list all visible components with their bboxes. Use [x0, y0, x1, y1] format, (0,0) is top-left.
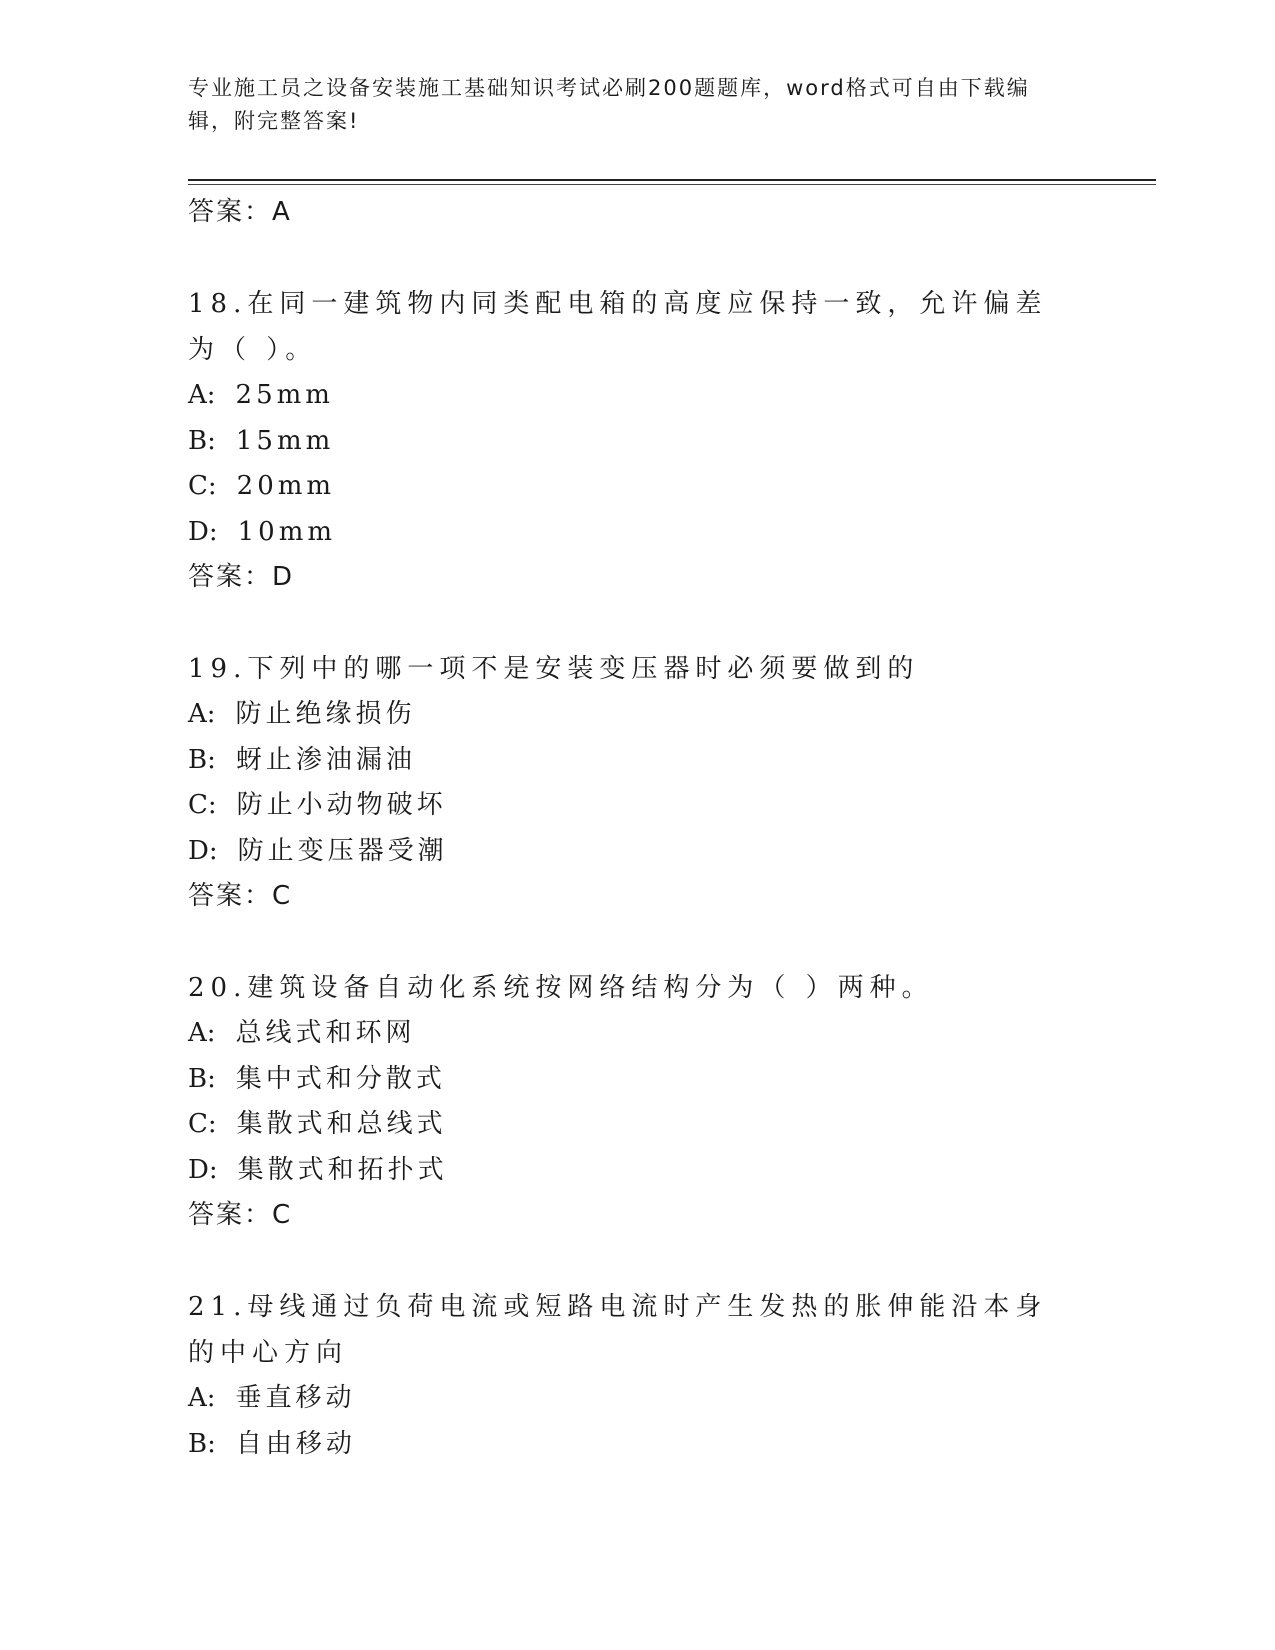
option-row: [188, 1011, 1156, 1057]
option-letter: D:: [188, 516, 218, 547]
option-letter: B:: [188, 425, 216, 456]
option-text: 15mm: [235, 425, 335, 456]
document-content: [188, 190, 1156, 1467]
answer-line: [188, 874, 1156, 918]
spacer: [188, 599, 1156, 646]
option-row: [188, 1102, 1156, 1148]
option-text: 防止小动物破坏: [236, 790, 447, 820]
option-row: [188, 829, 1156, 875]
answer-line: [188, 1193, 1156, 1237]
option-letter: C:: [188, 471, 217, 501]
document-page: [188, 0, 1158, 1650]
option-row: [188, 738, 1156, 784]
answer-value: A: [272, 197, 291, 227]
option-row: [188, 692, 1156, 738]
option-row: [188, 373, 1156, 419]
option-letter: A:: [188, 380, 216, 410]
question-text: 18.在同一建筑物内同类配电箱的高度应保持一致，允许偏差为（ ）。: [188, 289, 1048, 365]
answer-value: D: [272, 562, 294, 592]
answer-label: 答案：: [188, 1200, 273, 1230]
spacer: [188, 234, 1156, 281]
option-letter: C:: [188, 790, 217, 820]
option-text: 25mm: [235, 380, 334, 410]
option-letter: B:: [188, 744, 216, 775]
question-text: 20.建筑设备自动化系统按网络结构分为（ ）两种。: [188, 973, 934, 1003]
header-divider-thick: [188, 179, 1156, 181]
answer-value: C: [272, 1200, 292, 1230]
question-text: 21.母线通过负荷电流或短路电流时产生发热的胀伸能沿本身的中心方向: [188, 1292, 1048, 1368]
option-text: 总线式和环网: [235, 1018, 416, 1048]
option-letter: B:: [188, 1428, 216, 1459]
option-row: [188, 1148, 1156, 1194]
option-text: 20mm: [236, 471, 336, 501]
option-text: 自由移动: [235, 1428, 356, 1459]
option-row: [188, 1422, 1156, 1468]
document-header: 专业施工员之设备安装施工基础知识考试必刷200题题库，word格式可自由下载编辑，附完整答案!: [188, 76, 1030, 133]
option-row: [188, 510, 1156, 556]
option-text: 防止绝缘损伤: [235, 699, 416, 729]
option-letter: A:: [188, 1383, 216, 1413]
option-row: [188, 1376, 1156, 1422]
answer-value: C: [272, 881, 292, 911]
question-text: 19.下列中的哪一项不是安装变压器时必须要做到的: [188, 654, 920, 684]
option-text: 垂直移动: [235, 1383, 356, 1413]
answer-label: 答案：: [188, 881, 273, 911]
option-text: 防止变压器受潮: [237, 835, 448, 866]
spacer: [188, 1237, 1156, 1284]
answer-line: [188, 190, 1156, 234]
option-text: 集散式和总线式: [236, 1109, 447, 1139]
header-divider-thin: [188, 184, 1156, 185]
answer-label: 答案：: [188, 562, 273, 592]
option-row: [188, 783, 1156, 829]
option-letter: A:: [188, 699, 216, 729]
option-text: 10mm: [237, 516, 337, 547]
option-text: 集散式和拓扑式: [237, 1154, 448, 1185]
option-letter: A:: [188, 1018, 216, 1048]
option-text: 蚜止渗油漏油: [235, 744, 416, 775]
option-letter: B:: [188, 1063, 216, 1094]
option-row: [188, 419, 1156, 465]
option-row: [188, 1057, 1156, 1103]
option-letter: D:: [188, 835, 218, 866]
answer-line: [188, 555, 1156, 599]
option-text: 集中式和分散式: [235, 1063, 446, 1094]
answer-label: 答案：: [188, 197, 273, 227]
spacer: [188, 918, 1156, 965]
option-letter: D:: [188, 1154, 218, 1185]
option-letter: C:: [188, 1109, 217, 1139]
option-row: [188, 464, 1156, 510]
